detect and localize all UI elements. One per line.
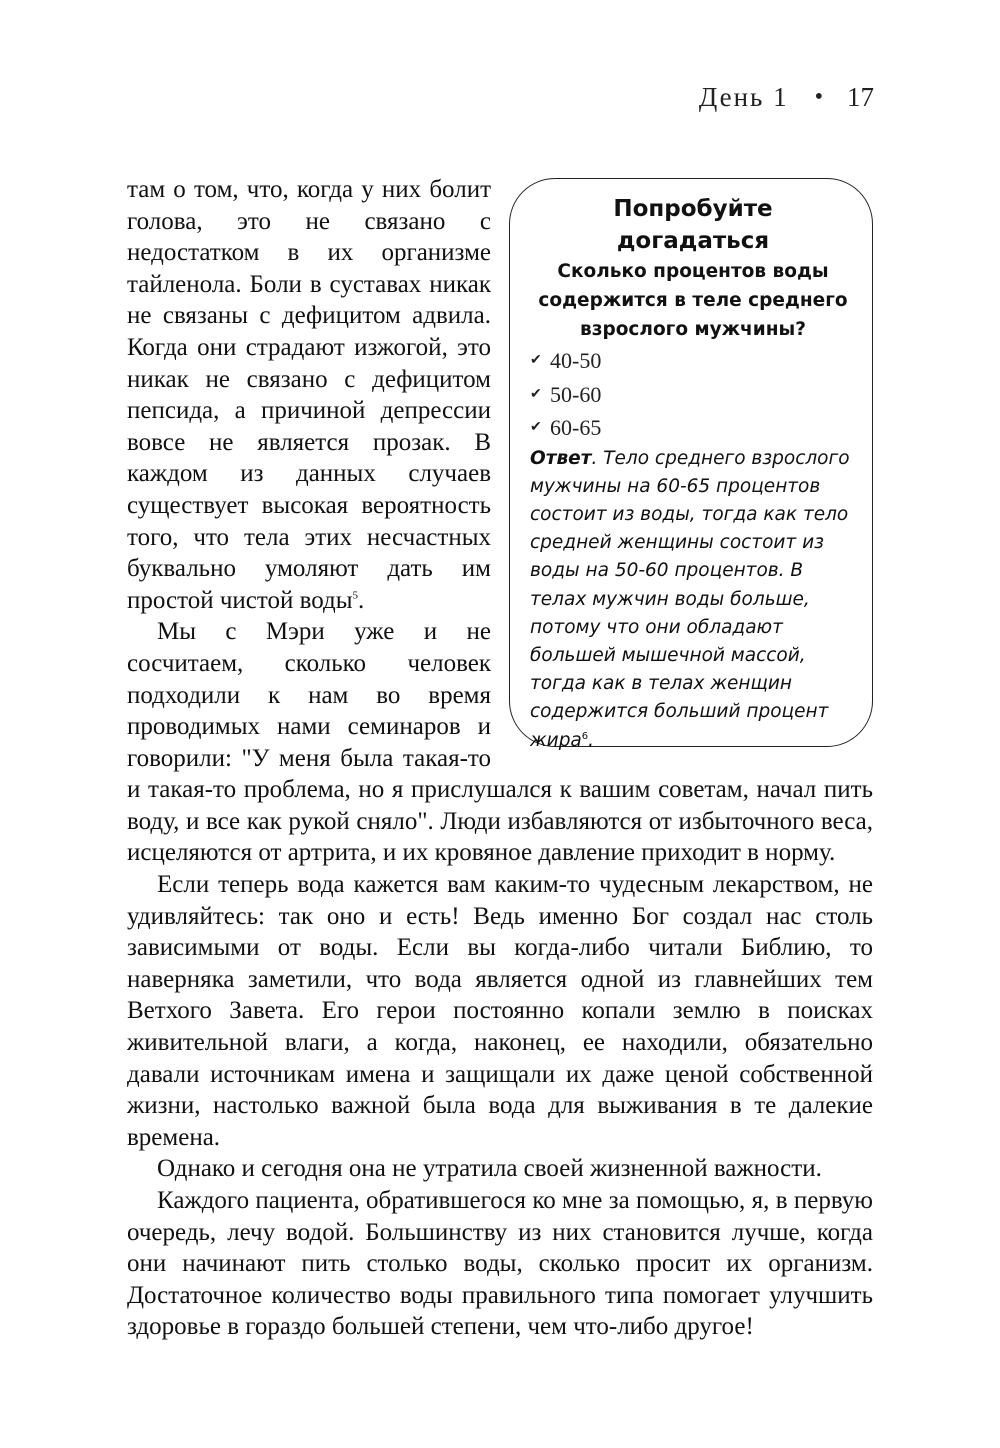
- answer-options: [530, 344, 856, 445]
- page-number: 17: [847, 82, 874, 112]
- sidebar-title-line1: Попробуйте: [613, 196, 773, 222]
- quiz-sidebar: [509, 178, 873, 751]
- paragraph: Если теперь вода кажется вам каким-то чудесным лекарством, не удивляйтесь: так оно и есть! Ведь именно Бог создал нас столь зависимыми от воды. Если вы когда-либо читали Библию, то наверняка заметили, что вода является одной из главнейших тем Ветхого Завета. Его герои постоянно копали землю в поисках живительной влаги, а когда, наконец, ее находили, обязательно давали источникам имена и защищали их даже ценой собственной жизни, настолько важной была вода для выживания в те далекие времена.: [127, 871, 873, 1151]
- main-text: [127, 174, 873, 1343]
- chapter-title: День 1: [698, 82, 789, 112]
- answer-option: [530, 411, 856, 445]
- answer-end: .: [588, 729, 595, 751]
- sidebar-answer: [530, 445, 856, 755]
- header-separator: •: [814, 84, 825, 110]
- option-label: 50-60: [550, 381, 602, 407]
- paragraph-1-text: там о том, что, когда у них болит голова, это не связано с недостатком в их организме тайленола. Боли в суставах никак не связаны с дефицитом адвила. Когда они страдают изжогой, это никак не связано с дефицитом пепсида, а причиной депрессии вовсе не является прозак. В каждом из данных случаев существует высокая вероятность того, что тела этих несчастных буквально умоляют дать им простой чистой воды: [127, 176, 491, 614]
- running-header: [699, 82, 874, 113]
- paragraph: Каждого пациента, обратившегося ко мне за помощью, я, в первую очередь, лечу водой. Большинству из них становится лучше, когда они начинают пить столько воды, сколько просит их организм. Достаточное количество воды правильного типа помогает улучшить здоровье в гораздо большей степени, чем что-либо другое!: [127, 1187, 873, 1341]
- sidebar-question: Сколько процентов воды содержится в теле среднего взрослого мужчины?: [538, 261, 848, 340]
- check-icon: ✔: [530, 353, 542, 368]
- footnote-ref: 5: [352, 589, 359, 602]
- answer-label: Ответ: [530, 447, 592, 469]
- sidebar-title-line2: догадаться: [616, 228, 770, 254]
- check-icon: ✔: [530, 420, 542, 435]
- footnote-ref: 6: [581, 730, 589, 742]
- check-icon: ✔: [530, 386, 542, 402]
- option-label: 40-50: [550, 348, 602, 373]
- answer-option: [530, 378, 856, 412]
- answer-text: . Тело среднего взрослого мужчины на 60-65 процентов состоит из воды, тогда как тело средней женщины состоит из воды на 50-60 процентов. В телах мужчин воды больше, потому что они обладают большей мышечной массой, тогда как в телах женщин содержится больший процент жира: [530, 447, 850, 751]
- paragraph: Мы с Мэри уже и не сосчитаем, сколько человек подходили к нам во время проводимых нами семинаров и говорили: "У меня была такая-то и такая-то проблема, но я прислушался к вашим советам, начал пить воду, и все как рукой сняло". Люди избавляются от избыточного веса, исцеляются от артрита, и их кровяное давление приходит в норму.: [127, 618, 873, 867]
- paragraph: Однако и сегодня она не утратила своей жизненной важности.: [157, 1155, 822, 1183]
- option-label: 60-65: [550, 415, 602, 440]
- sidebar-title: [530, 193, 856, 257]
- answer-option: [530, 344, 856, 378]
- paragraph-1-end: .: [358, 586, 365, 614]
